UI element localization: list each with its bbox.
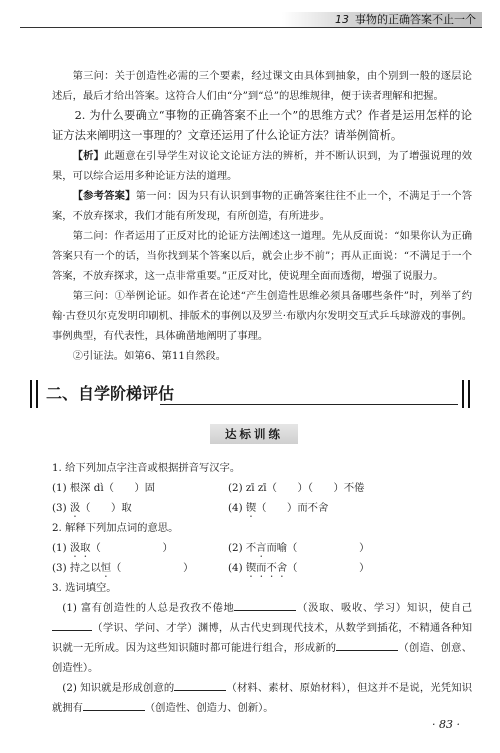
q2-item3-post: （ ） bbox=[111, 562, 194, 574]
analysis-paragraph bbox=[52, 146, 472, 186]
q1-item4-dotted: 锲 bbox=[245, 502, 257, 514]
fill2-part-c: （创造性、创造力、创新）。 bbox=[144, 702, 274, 714]
answer-paragraph bbox=[52, 186, 472, 226]
exercise-block bbox=[52, 458, 472, 718]
section-heading bbox=[30, 380, 470, 408]
fill1-part-a: (1) 富有创造性的人总是孜孜不倦地 bbox=[62, 602, 235, 614]
exercise-q1-row1 bbox=[52, 478, 472, 498]
running-title bbox=[335, 12, 476, 27]
exercise-q3-title: 3. 选词填空。 bbox=[52, 582, 117, 594]
q1-item4 bbox=[228, 498, 328, 520]
q2-item2 bbox=[228, 538, 369, 560]
fill-blank-1 bbox=[52, 598, 472, 678]
third-question-paragraph: 第三问：关于创造性必需的三个要素，经过课文由具体到抽象，由个别到一般的逐层论述后，最后才给出答案。这符合人们由“分”到“总”的思维规律，便于读者理解和把握。 bbox=[52, 70, 472, 102]
q2-item4-post: （ ） bbox=[287, 562, 370, 574]
q1-item2-pinyin: zī zī bbox=[245, 482, 267, 494]
header-rule bbox=[20, 27, 482, 28]
q1-item3-post: （ ）取 bbox=[80, 502, 132, 514]
fill2-part-a: (2) 知识就是形成创意的 bbox=[62, 682, 175, 694]
q2-item2-pre: (2) 不 bbox=[228, 542, 257, 554]
chapter-number: 13 bbox=[335, 13, 349, 26]
exercise-q2-title: 2. 解释下列加点词的意思。 bbox=[52, 522, 179, 534]
q1-item3 bbox=[52, 502, 132, 514]
third-question-answer: 第三问：①举例论证。如作者在论述“产生创造性思维必须具备哪些条件”时，列举了约翰·古登贝尔克发明印刷机、排版术的事例以及罗兰·布歇内尔发明交互式乒乓球游戏的事例。事例典型，有代表性，具体确凿地阐明了事理。 bbox=[52, 290, 472, 342]
xi-text: 此题意在引导学生对议论文论证方法的辨析，并不断认识到，为了增强说理的效果，可以综合运用多种论证方法的道理。 bbox=[52, 150, 473, 182]
xi-tag: 【析】 bbox=[72, 150, 105, 162]
q1-item2 bbox=[228, 478, 364, 498]
q1-item4-pre: (4) bbox=[228, 502, 243, 514]
q2-item3 bbox=[52, 562, 193, 574]
fill2-part-b: （材料、素材、原始材料），但这并不是说，光凭知识就拥有 bbox=[52, 682, 472, 714]
q2-item1 bbox=[52, 542, 173, 554]
section-title: 二、自学阶梯评估 bbox=[46, 384, 175, 403]
q2-item3-dotted: 恒 bbox=[100, 562, 112, 574]
answer-blank[interactable] bbox=[174, 678, 226, 691]
fill1-part-c: （学识、学问、才学）渊博，从古代史到现代技术，从数学到插花，不精通各种知识就一无所成。因为这些知识随时都可能进行组合，形成新的 bbox=[52, 622, 472, 654]
exercise-q2-row2 bbox=[52, 558, 472, 578]
answer-blank[interactable] bbox=[83, 698, 145, 711]
q2-item1-dotted: 汲取 bbox=[69, 542, 91, 554]
analysis-block bbox=[52, 66, 472, 366]
exercise-q1-row2 bbox=[52, 498, 472, 518]
q2-item4 bbox=[228, 558, 369, 580]
q1-item1-pinyin: dì bbox=[93, 482, 104, 494]
page-number: · 83 · bbox=[432, 718, 460, 731]
q1-item4-post: （ ）而不舍 bbox=[256, 502, 329, 514]
question-2: 2. 为什么要确立“事物的正确答案不止一个”的思维方式？作者是运用怎样的论证方法来阐明这一事理的？文章还运用了什么论证方法？请举例简析。 bbox=[52, 109, 472, 142]
answer-tag: 【参考答案】 bbox=[72, 190, 136, 202]
section-bars-right bbox=[462, 380, 470, 408]
second-question-answer: 第二问：作者运用了正反对比的论证方法阐述这一道理。先从反面说：“如果你认为正确答案只有一个的话，当你找到某个答案以后，就会止步不前”；再从正面说：“不满足于一个答案，不放弃探求，这一点非常重要。”正反对比，使说理全面而透彻，增强了说服力。 bbox=[52, 230, 472, 282]
fill1-part-b: （汲取、吸收、学习）知识，使自己 bbox=[296, 602, 473, 614]
q2-item4-dotted: 锲而不舍 bbox=[245, 562, 288, 574]
q1-item1 bbox=[52, 482, 155, 494]
answer-blank[interactable] bbox=[52, 618, 92, 631]
q2-item1-pre: (1) bbox=[52, 542, 67, 554]
q1-item3-pre: (3) bbox=[52, 502, 67, 514]
q1-item1-pre: (1) 根深 bbox=[52, 482, 91, 494]
drill-title: 达标训练 bbox=[210, 424, 298, 444]
page-header bbox=[0, 0, 500, 40]
fill1-part-d: （创造、创意、创造性）。 bbox=[52, 642, 473, 674]
answer-blank[interactable] bbox=[234, 598, 296, 611]
q2-item2-dotted: 言 bbox=[256, 542, 267, 554]
exercise-q2-row1 bbox=[52, 538, 472, 558]
section-bars-left bbox=[30, 380, 38, 408]
q2-item3-pre: (3) 持之以 bbox=[52, 562, 101, 574]
q1-item3-dotted: 汲 bbox=[69, 502, 81, 514]
q2-item2-post: 而喻（ ） bbox=[266, 542, 370, 554]
q1-item1-post: （ ）固 bbox=[103, 482, 156, 494]
answer-blank[interactable] bbox=[336, 638, 398, 651]
q1-item2-post: （ ）（ ）不倦 bbox=[266, 482, 365, 494]
section-underline bbox=[160, 404, 458, 405]
q1-item2-pre: (2) bbox=[228, 482, 243, 494]
q2-item4-pre: (4) bbox=[228, 562, 243, 574]
citation-method: ②引证法。如第6、第11自然段。 bbox=[72, 350, 227, 362]
q2-item1-post: （ ） bbox=[90, 542, 173, 554]
answer-text: 第一问：因为只有认识到事物的正确答案往往不止一个，不满足于一个答案，不放弃探求，我们才能有所发现，有所创造，有所进步。 bbox=[52, 190, 473, 222]
fill-blank-2 bbox=[52, 678, 472, 718]
chapter-title: 事物的正确答案不止一个 bbox=[355, 13, 476, 26]
exercise-q1-title: 1. 给下列加点字注音或根据拼音写汉字。 bbox=[52, 462, 241, 474]
